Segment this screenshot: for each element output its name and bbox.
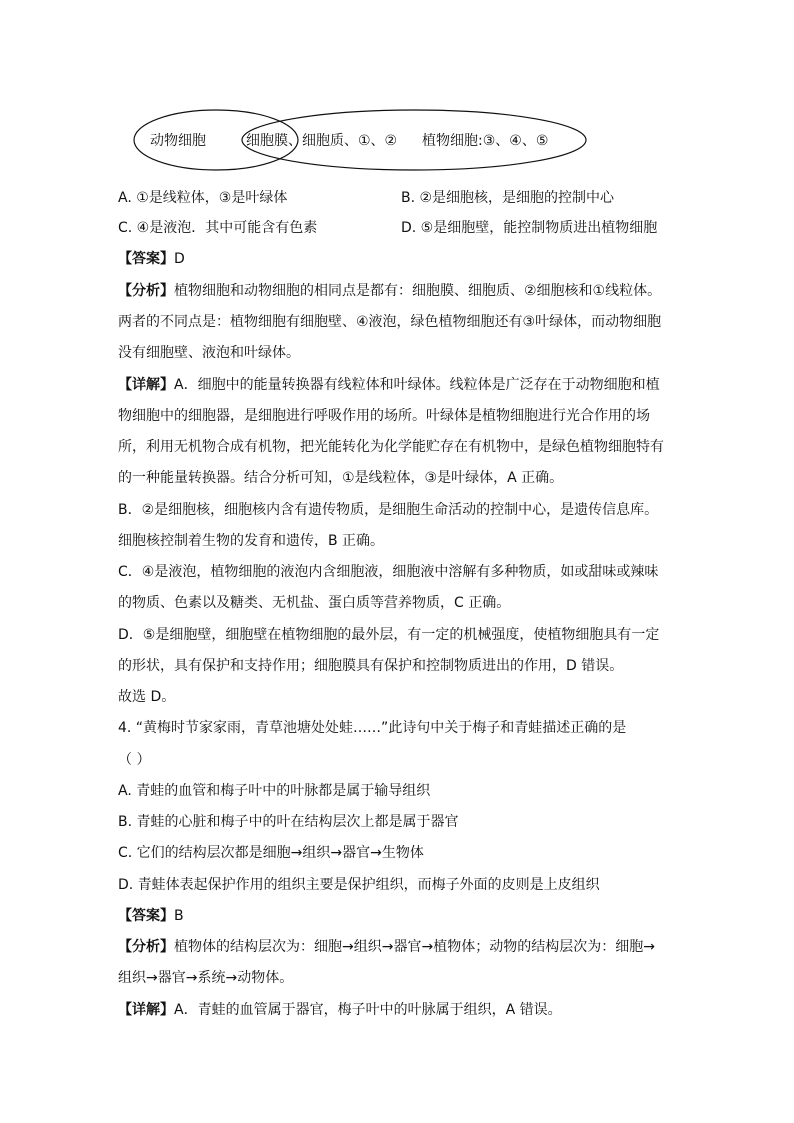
answer-tag: 【答案】	[118, 908, 174, 924]
q3-analysis-line-1	[118, 280, 661, 300]
q4-option-a: A. 青蛙的血管和梅子叶中的叶脉都是属于输导组织	[118, 783, 431, 799]
q3-detail-line-6: 细胞核控制着生物的发育和遗传，B 正确。	[118, 533, 385, 549]
q4-option-c: C. 它们的结构层次都是细胞→组织→器官→生物体	[118, 845, 424, 861]
analysis-tag: 【分析】	[118, 283, 174, 299]
q3-detail-line-8: 的物质、色素以及糖类、无机盐、蛋白质等营养物质，C 正确。	[118, 595, 511, 611]
answer-value: D	[174, 251, 185, 267]
q3-answer	[118, 248, 185, 268]
q3-detail-line-2: 物细胞中的细胞器，是细胞进行呼吸作用的场所。叶绿体是植物细胞进行光合作用的场	[118, 408, 650, 424]
q4-detail-line-1	[118, 999, 562, 1019]
q3-detail-line-5: B．②是细胞核，细胞核内含有遗传物质，是细胞生命活动的控制中心，是遗传信息库。	[118, 502, 659, 518]
q3-detail-line-3: 所，利用无机物合成有机物，把光能转化为化学能贮存在有机物中，是绿色植物细胞特有	[118, 439, 664, 455]
q3-option-d: D. ⑤是细胞壁，能控制物质进出植物细胞	[401, 220, 658, 236]
q4-answer	[118, 905, 184, 925]
q3-detail-line-7: C．④是液泡，植物细胞的液泡内含细胞液，细胞液中溶解有多种物质，如或甜味或辣味	[118, 564, 659, 580]
q4-stem-line-1: 4. “黄梅时节家家雨，青草池塘处处蛙……”此诗句中关于梅子和青蛙描述正确的是	[118, 720, 627, 736]
q3-option-b: B. ②是细胞核，是细胞的控制中心	[401, 190, 615, 206]
q3-conclusion: 故选 D。	[118, 689, 176, 705]
detail-tag: 【详解】	[118, 377, 174, 393]
analysis-text: 植物体的结构层次为：细胞→组织→器官→植物体；动物的结构层次为：细胞→	[174, 939, 655, 955]
plant-cell-label: 植物细胞:③、④、⑤	[422, 133, 549, 149]
q3-detail-line-1	[118, 374, 660, 394]
q3-detail-line-4: 的一种能量转换器。结合分析可知，①是线粒体，③是叶绿体，A 正确。	[118, 470, 564, 486]
q3-option-c: C. ④是液泡．其中可能含有色素	[118, 220, 318, 236]
q4-analysis-line-1	[118, 936, 655, 956]
q3-detail-line-10: 的形状，具有保护和支持作用；细胞膜具有保护和控制物质进出的作用，D 错误。	[118, 658, 624, 674]
answer-value: B	[174, 908, 184, 924]
analysis-tag: 【分析】	[118, 939, 174, 955]
analysis-text: 植物细胞和动物细胞的相同点是都有：细胞膜、细胞质、②细胞核和①线粒体。	[174, 283, 662, 299]
q3-analysis-line-2: 两者的不同点是：植物细胞有细胞壁、④液泡，绿色植物细胞还有③叶绿体，而动物细胞	[118, 314, 662, 330]
q3-option-a: A. ①是线粒体，③是叶绿体	[118, 190, 288, 206]
cell-venn-diagram	[130, 106, 590, 174]
answer-tag: 【答案】	[118, 251, 174, 267]
q4-stem-line-2: （ ）	[118, 752, 151, 768]
q4-analysis-line-2: 组织→器官→系统→动物体。	[118, 970, 294, 986]
shared-parts-label: 细胞膜、细胞质、①、②	[246, 133, 398, 149]
detail-text: A．细胞中的能量转换器有线粒体和叶绿体。线粒体是广泛存在于动物细胞和植	[174, 377, 660, 393]
animal-cell-label: 动物细胞	[150, 133, 206, 149]
q3-detail-line-9: D．⑤是细胞壁，细胞壁在植物细胞的最外层，有一定的机械强度，使植物细胞具有一定	[118, 627, 660, 643]
q3-analysis-line-3: 没有细胞壁、液泡和叶绿体。	[118, 345, 300, 361]
detail-tag: 【详解】	[118, 1002, 174, 1018]
q4-option-b: B. 青蛙的心脏和梅子中的叶在结构层次上都是属于器官	[118, 814, 459, 830]
q4-option-d: D. 青蛙体表起保护作用的组织主要是保护组织，而梅子外面的皮则是上皮组织	[118, 877, 600, 893]
detail-text: A．青蛙的血管属于器官，梅子叶中的叶脉属于组织，A 错误。	[174, 1002, 562, 1018]
